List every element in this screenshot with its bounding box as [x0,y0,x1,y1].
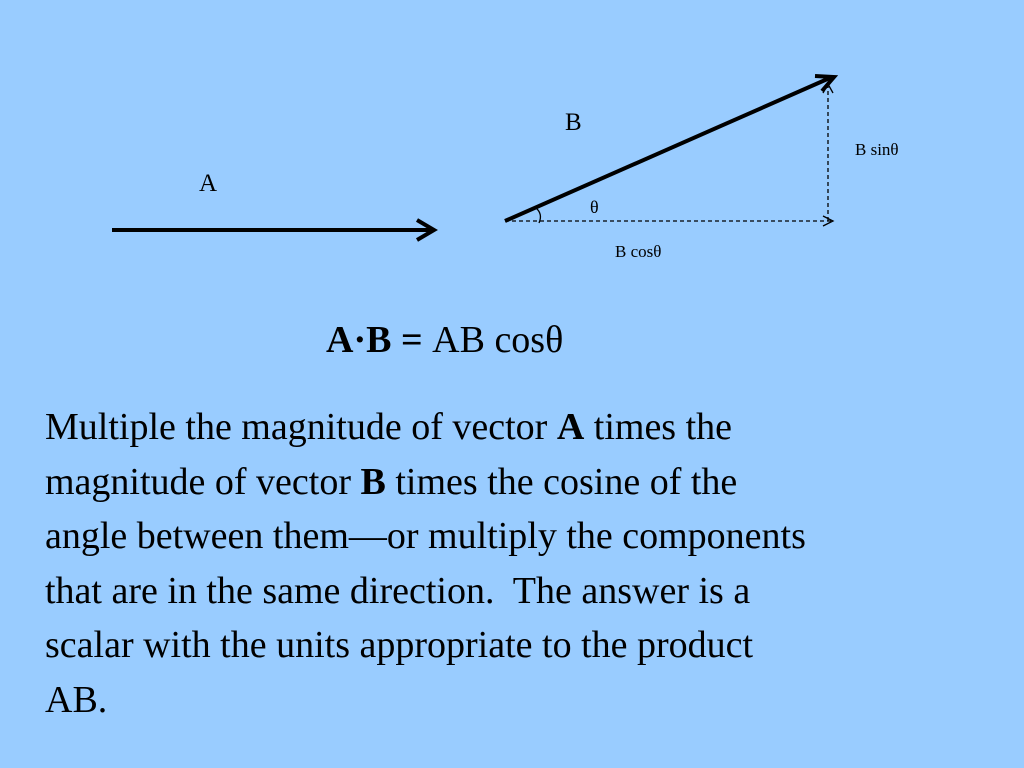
text-line: AB. [45,678,108,721]
formula-rhs: AB cosθ [432,319,564,361]
formula-b: B [366,319,392,361]
vector-a-bold: A [556,406,585,448]
formula-a: A [326,319,354,361]
vector-b-shaft [505,77,832,221]
text-line: magnitude of vector B times the cosine of the [45,460,738,503]
explanation-text [45,400,1005,727]
b-sin-component [823,84,833,221]
text-line: angle between them—or multiply the components [45,515,806,557]
text-line: that are in the same direction. The answer is a [45,569,751,612]
b-sin-label: B sinθ [855,140,899,159]
vector-b-label: B [565,109,582,136]
b-cos-component [505,216,833,226]
dot-product-formula [326,318,563,364]
b-cos-label: B cosθ [615,242,662,261]
vector-diagram [0,0,1024,300]
theta-label: θ [590,197,599,217]
text-line: scalar with the units appropriate to the product [45,624,754,666]
vector-b [505,76,834,221]
vector-a-label: A [199,170,218,197]
formula-dot: · [353,319,367,361]
vector-a [112,220,434,240]
text-line: Multiple the magnitude of vector A times the [45,406,733,448]
formula-eq: = [391,319,433,361]
vector-b-bold: B [360,460,386,503]
